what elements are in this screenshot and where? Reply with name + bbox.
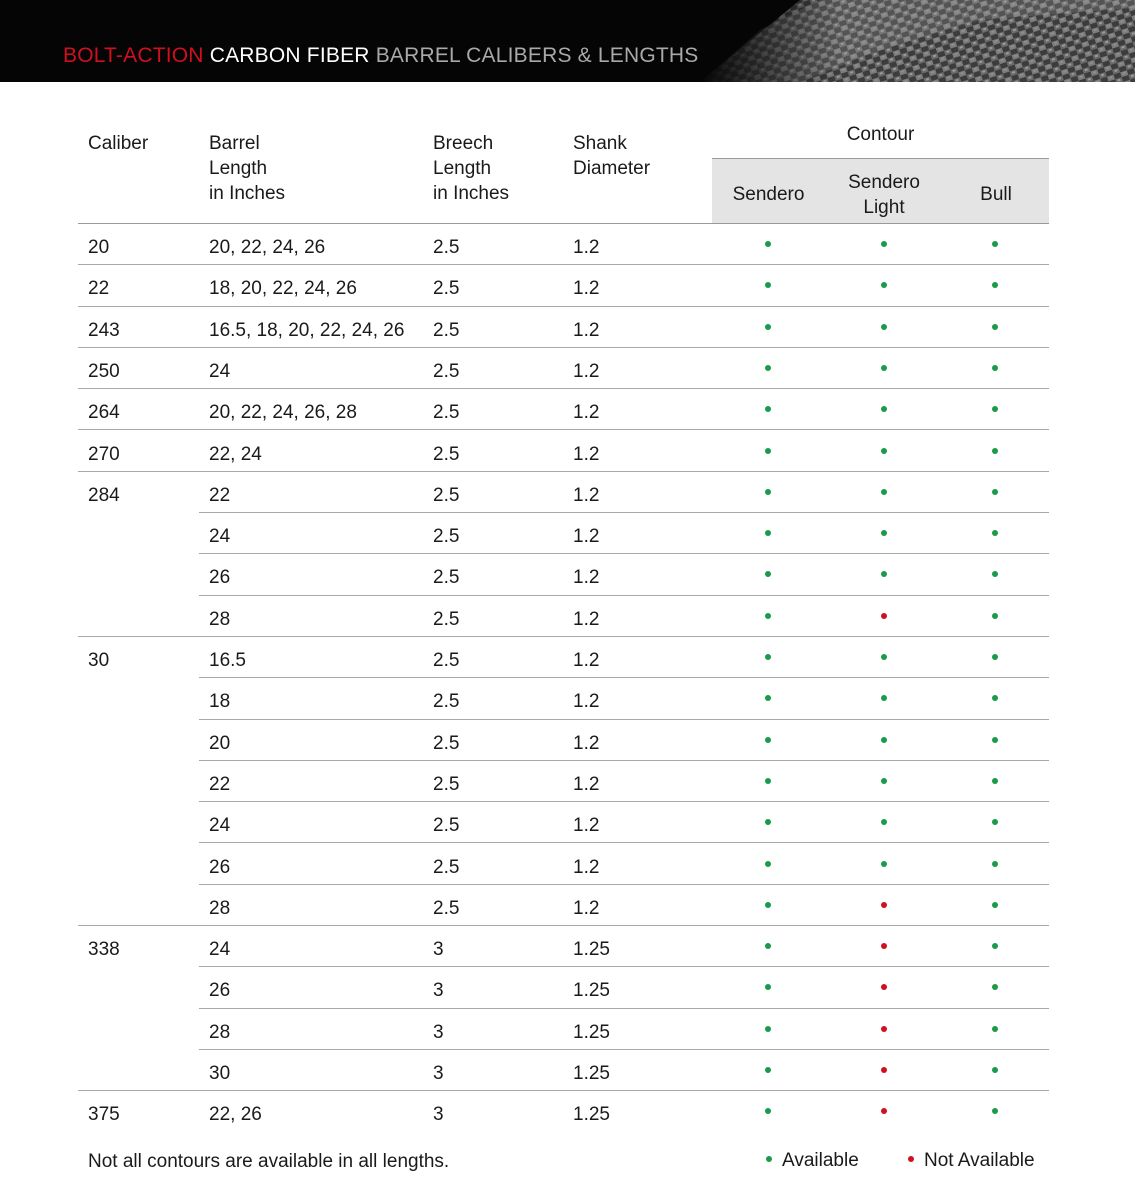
cell-breech: 3 [433,1104,444,1126]
cell-breech: 2.5 [433,402,460,424]
table-row [0,1091,1135,1132]
table-row [0,1050,1135,1091]
footnote: Not all contours are available in all lengths. [88,1151,450,1172]
cell-barrel: 22 [209,773,231,795]
cell-shank: 1.2 [573,402,600,424]
available-dot-icon [992,448,998,454]
cell-breech: 2.5 [433,650,460,671]
cell-shank: 1.2 [573,732,600,754]
cell-breech: 2.5 [433,567,460,589]
available-dot-icon [765,737,771,743]
table-row [0,720,1135,761]
cell-barrel: 24 [209,939,231,961]
header-bull: Bull [980,184,1012,205]
cell-breech: 2.5 [433,319,460,341]
cell-caliber: 243 [88,319,120,341]
cell-barrel: 28 [209,897,231,919]
available-dot-icon [766,1156,772,1162]
table-row [0,844,1135,885]
legend-not-available [908,1150,1035,1172]
not-available-dot-icon [881,943,887,949]
header-breech-line2: Length [433,158,492,179]
table-row [0,596,1135,637]
cell-breech: 3 [433,1063,444,1084]
cell-barrel: 24 [209,526,231,548]
table-row [0,802,1135,843]
available-dot-icon [881,406,887,412]
cell-shank: 1.2 [573,360,600,382]
available-dot-icon [765,861,771,867]
cell-barrel: 28 [209,608,231,630]
available-dot-icon [992,778,998,784]
cell-caliber: 22 [88,278,110,300]
cell-shank: 1.2 [573,526,600,548]
available-dot-icon [881,530,887,536]
available-dot-icon [992,241,998,247]
header-barrel-line3: in Inches [209,183,286,204]
available-dot-icon [992,861,998,867]
cell-breech: 2.5 [433,897,460,919]
available-dot-icon [881,365,887,371]
available-dot-icon [765,241,771,247]
cell-breech: 2.5 [433,237,460,258]
available-dot-icon [765,695,771,701]
cell-shank: 1.2 [573,443,600,465]
cell-caliber: 20 [88,237,110,258]
cell-caliber: 375 [88,1104,120,1126]
available-dot-icon [765,448,771,454]
header-sendero-light-line1: Sendero [848,172,920,193]
cell-barrel: 20 [209,732,231,754]
cell-shank: 1.2 [573,237,600,258]
cell-breech: 2.5 [433,773,460,795]
available-dot-icon [765,324,771,330]
header-breech-line3: in Inches [433,183,510,204]
available-dot-icon [881,489,887,495]
not-available-dot-icon [881,1067,887,1073]
cell-barrel: 28 [209,1021,231,1043]
table-row [0,967,1135,1008]
header-barrel-line2: Length [209,158,268,179]
header-breech-line1: Breech [433,133,494,154]
cell-barrel: 26 [209,980,231,1002]
table-row [0,348,1135,389]
available-dot-icon [992,1067,998,1073]
available-dot-icon [992,902,998,908]
cell-breech: 3 [433,980,444,1002]
not-available-dot-icon [908,1156,914,1162]
cell-caliber: 250 [88,360,120,382]
cell-barrel: 18 [209,691,231,713]
available-dot-icon [881,282,887,288]
cell-caliber: 30 [88,650,110,671]
title-part-calibers: BARREL CALIBERS & LENGTHS [375,44,699,67]
header-sendero: Sendero [732,184,805,205]
cell-barrel: 16.5 [209,650,246,671]
cell-caliber: 264 [88,402,120,424]
table-row [0,472,1135,513]
cell-barrel: 26 [209,856,231,878]
table-row [0,885,1135,926]
available-dot-icon [765,1108,771,1114]
cell-barrel: 30 [209,1063,231,1084]
cell-shank: 1.2 [573,608,600,630]
available-dot-icon [881,695,887,701]
available-dot-icon [992,489,998,495]
not-available-dot-icon [881,1108,887,1114]
header-caliber: Caliber [88,133,149,154]
cell-barrel: 24 [209,815,231,837]
table-row [0,389,1135,430]
cell-shank: 1.2 [573,319,600,341]
available-dot-icon [992,530,998,536]
available-dot-icon [765,819,771,825]
available-dot-icon [765,613,771,619]
available-dot-icon [881,448,887,454]
header-barrel-line1: Barrel [209,133,260,154]
available-dot-icon [992,406,998,412]
cell-shank: 1.2 [573,484,600,506]
available-dot-icon [765,406,771,412]
table-row [0,307,1135,348]
cell-shank: 1.2 [573,856,600,878]
available-dot-icon [992,1026,998,1032]
available-dot-icon [765,282,771,288]
available-dot-icon [881,241,887,247]
table-row [0,637,1135,678]
available-dot-icon [992,737,998,743]
header-shank-line2: Diameter [573,158,651,179]
available-dot-icon [881,737,887,743]
not-available-dot-icon [881,1026,887,1032]
legend-available-label: Available [782,1150,859,1171]
available-dot-icon [765,654,771,660]
cell-shank: 1.2 [573,815,600,837]
available-dot-icon [765,530,771,536]
cell-breech: 2.5 [433,815,460,837]
cell-shank: 1.25 [573,980,610,1002]
available-dot-icon [992,282,998,288]
available-dot-icon [765,571,771,577]
available-dot-icon [992,819,998,825]
cell-caliber: 284 [88,484,120,506]
available-dot-icon [881,324,887,330]
available-dot-icon [765,1067,771,1073]
cell-shank: 1.25 [573,1104,610,1126]
cell-caliber: 270 [88,443,120,465]
available-dot-icon [881,861,887,867]
available-dot-icon [992,654,998,660]
available-dot-icon [992,324,998,330]
cell-barrel: 20, 22, 24, 26 [209,237,326,258]
available-dot-icon [765,902,771,908]
cell-shank: 1.2 [573,897,600,919]
cell-breech: 2.5 [433,691,460,713]
table-row [0,761,1135,802]
available-dot-icon [992,571,998,577]
cell-breech: 2.5 [433,732,460,754]
cell-shank: 1.25 [573,1063,610,1084]
cell-breech: 2.5 [433,526,460,548]
title-part-carbon-fiber: CARBON FIBER [209,44,370,67]
available-dot-icon [765,1026,771,1032]
table-row [0,224,1135,265]
cell-barrel: 26 [209,567,231,589]
cell-shank: 1.2 [573,278,600,300]
available-dot-icon [765,984,771,990]
cell-breech: 2.5 [433,278,460,300]
not-available-dot-icon [881,613,887,619]
not-available-dot-icon [881,984,887,990]
available-dot-icon [992,365,998,371]
available-dot-icon [992,984,998,990]
cell-shank: 1.2 [573,773,600,795]
table-row [0,926,1135,967]
cell-barrel: 16.5, 18, 20, 22, 24, 26 [209,319,405,341]
cell-breech: 2.5 [433,856,460,878]
cell-breech: 2.5 [433,360,460,382]
cell-breech: 2.5 [433,608,460,630]
available-dot-icon [992,943,998,949]
cell-shank: 1.25 [573,939,610,961]
available-dot-icon [881,654,887,660]
table-row [0,554,1135,595]
available-dot-icon [881,778,887,784]
available-dot-icon [765,778,771,784]
cell-shank: 1.2 [573,691,600,713]
cell-barrel: 18, 20, 22, 24, 26 [209,278,357,300]
table-row [0,431,1135,472]
header-sendero-light-line2: Light [863,197,905,218]
available-dot-icon [992,695,998,701]
legend-not-available-label: Not Available [924,1150,1035,1171]
available-dot-icon [765,489,771,495]
cell-breech: 2.5 [433,484,460,506]
available-dot-icon [992,613,998,619]
table-row [0,513,1135,554]
cell-barrel: 22 [209,484,231,506]
available-dot-icon [881,819,887,825]
cell-breech: 3 [433,939,444,961]
cell-barrel: 22, 26 [209,1104,262,1126]
table-row [0,265,1135,306]
cell-caliber: 338 [88,939,120,961]
not-available-dot-icon [881,902,887,908]
legend-available [766,1150,859,1172]
table-row [0,1009,1135,1050]
cell-barrel: 22, 24 [209,443,262,465]
available-dot-icon [765,943,771,949]
cell-barrel: 20, 22, 24, 26, 28 [209,402,357,424]
title-part-bolt-action: BOLT-ACTION [63,44,204,67]
available-dot-icon [881,571,887,577]
available-dot-icon [992,1108,998,1114]
table-row [0,678,1135,719]
cell-breech: 2.5 [433,443,460,465]
cell-barrel: 24 [209,360,231,382]
cell-shank: 1.2 [573,650,600,671]
cell-breech: 3 [433,1021,444,1043]
header-contour: Contour [846,124,915,145]
cell-shank: 1.2 [573,567,600,589]
cell-shank: 1.25 [573,1021,610,1043]
available-dot-icon [765,365,771,371]
header-shank-line1: Shank [573,133,627,154]
